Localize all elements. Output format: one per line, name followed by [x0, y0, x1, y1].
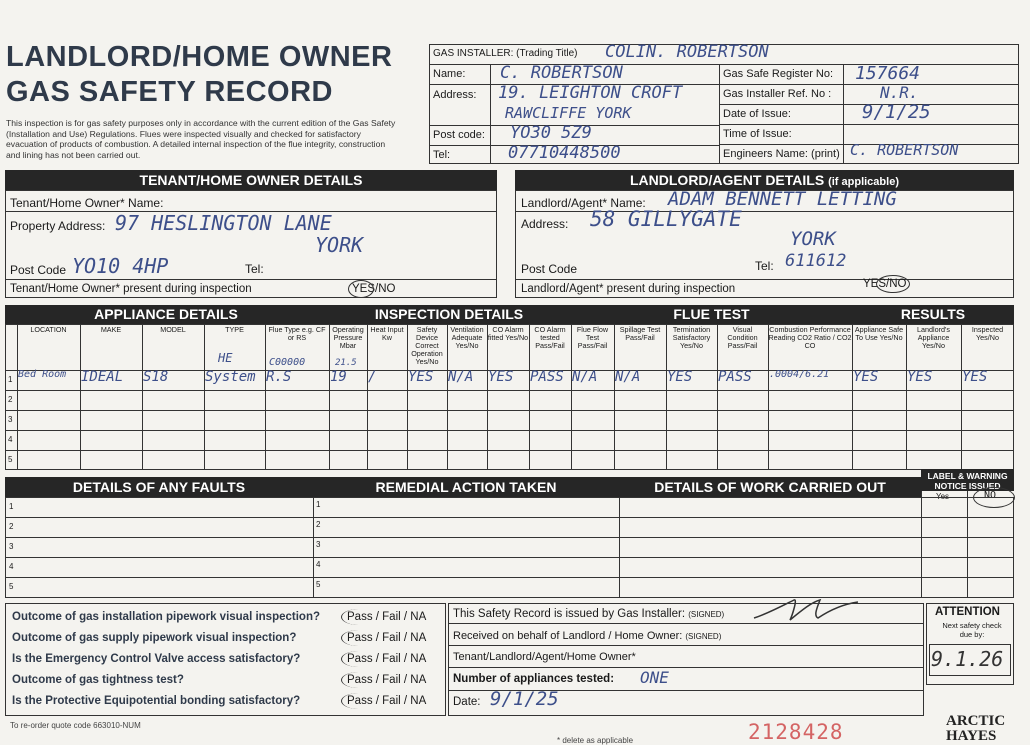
- tenant-postcode-value: YO10 4HP: [72, 254, 169, 278]
- row1-flue-note: C00000: [269, 357, 306, 368]
- attention-title: ATTENTION: [935, 606, 1000, 618]
- fault-row-number: 5: [9, 582, 14, 591]
- results-header: RESULTS: [852, 305, 1014, 324]
- remedial-row-number: 5: [316, 580, 321, 589]
- row-number: 4: [8, 435, 13, 444]
- title-line-2: GAS SAFETY RECORD: [6, 76, 334, 108]
- faults-col-line: [967, 491, 968, 598]
- remedial-row-number: 2: [316, 520, 321, 529]
- label-warning-header: LABEL & WARNING NOTICE ISSUED: [921, 469, 1014, 491]
- landlord-address-line-2: YORK: [790, 228, 836, 250]
- check-answer[interactable]: Pass / Fail / NA: [347, 611, 427, 623]
- address-label: Address:: [433, 89, 477, 101]
- row-number: 1: [8, 375, 13, 384]
- row-number: 2: [8, 395, 13, 404]
- postcode-label: Post code:: [433, 129, 485, 141]
- row1-op-note: 21.5: [335, 358, 357, 368]
- tenant-address-label: Property Address:: [10, 219, 106, 233]
- tenant-postcode-label: Post Code: [10, 263, 67, 277]
- fault-row-number: 2: [9, 522, 14, 531]
- row-number: 3: [8, 415, 13, 424]
- eng-value: C. ROBERTSON: [850, 141, 959, 159]
- label-no: NO: [984, 490, 997, 501]
- faults-row-line: [5, 537, 1014, 538]
- column-header: MAKE: [100, 326, 122, 334]
- row1-cell: N/A: [448, 369, 474, 385]
- doi-label: Date of Issue:: [723, 108, 791, 120]
- installer-signature: [752, 596, 862, 629]
- tenant-yes-circle: [348, 280, 374, 298]
- fault-row-number: 4: [9, 562, 14, 571]
- faults-col-line: [313, 497, 314, 598]
- check-answer[interactable]: Pass / Fail / NA: [347, 653, 427, 665]
- landlord-present-label: Landlord/Agent* present during inspection: [521, 283, 736, 295]
- received-label: [453, 630, 721, 642]
- tenant-present-label: Tenant/Home Owner* present during inspection: [10, 283, 252, 295]
- trading-label: GAS INSTALLER: (Trading Title): [433, 48, 578, 59]
- count-value: ONE: [640, 668, 669, 687]
- row1-cell: YES: [667, 369, 693, 385]
- row-number: 5: [8, 455, 13, 464]
- landlord-tel-label: Tel:: [755, 259, 774, 273]
- column-header: Flue Type e.g. CF or RS: [268, 326, 326, 342]
- gsr-value: 157664: [855, 63, 921, 84]
- landlord-name-value: ADAM BENNETT LETTING: [668, 188, 897, 210]
- toi-label: Time of Issue:: [723, 128, 792, 140]
- address-line-1: 19. LEIGHTON CROFT: [498, 83, 683, 103]
- column-header: CO Alarm fitted Yes/No: [487, 326, 529, 342]
- label-yes: Yes: [936, 492, 950, 501]
- tenant-address-line-1: 97 HESLINGTON LANE: [115, 211, 332, 235]
- remedial-row-number: 1: [316, 500, 321, 509]
- row1-cell: /: [368, 369, 377, 385]
- landlord-header-note: (if applicable): [828, 176, 899, 188]
- check-answer[interactable]: Pass / Fail / NA: [347, 632, 427, 644]
- landlord-header-title: LANDLORD/AGENT DETAILS: [630, 172, 825, 188]
- row1-cell: YES: [488, 369, 514, 385]
- faults-frame: [5, 497, 1014, 598]
- table-row-line: [5, 450, 1014, 451]
- column-header: Landlord's Appliance Yes/No: [917, 326, 950, 350]
- check-pass-mark: [341, 651, 376, 667]
- column-header: CO Alarm tested Pass/Fail: [534, 326, 566, 350]
- faults-col-line: [921, 491, 922, 598]
- row1-cell: PASS: [718, 369, 752, 385]
- flue-header: FLUE TEST: [571, 305, 852, 324]
- brand-line-2: HAYES: [946, 728, 997, 744]
- postcode-value: YO30 5Z9: [510, 123, 592, 143]
- intro-text: This inspection is for gas safety purposes only in accordance with the current edition of the Gas Safety (Installation and Use) Regulations. Flues were inspected visually and checked for satisfactory evacuation of products of combustion. A detailed internal inspection of the flue integrity, construction and lining has not been carried out.: [6, 118, 396, 160]
- remedial-row-number: 4: [316, 560, 321, 569]
- check-question: Outcome of gas tightness test?: [12, 674, 184, 686]
- column-header: Visual Condition Pass/Fail: [727, 326, 758, 350]
- column-header: Appliance Safe To Use Yes/No: [854, 326, 904, 342]
- tel-label: Tel:: [433, 149, 451, 161]
- brand-line-1: ARCTIC: [946, 713, 1006, 729]
- row1-cell: .0004/6.21: [769, 369, 830, 380]
- who-label: Tenant/Landlord/Agent/Home Owner*: [453, 651, 636, 663]
- row1-cell: N/A: [572, 369, 598, 385]
- ref-value: N.R.: [880, 83, 919, 102]
- eng-label: Engineers Name: (print): [723, 148, 840, 160]
- gsr-label: Gas Safe Register No:: [723, 68, 834, 80]
- table-row-line: [5, 430, 1014, 431]
- column-header: Termination Satisfactory Yes/No: [672, 326, 711, 350]
- check-pass-mark: [341, 693, 376, 709]
- landlord-tel-value: 611612: [785, 251, 847, 271]
- landlord-address-label: Address:: [521, 217, 569, 231]
- row1-type-note: HE: [218, 351, 233, 365]
- column-header: Combustion Performance Reading CO2 Ratio / CO2 CO: [768, 326, 852, 350]
- row1-cell: System: [205, 369, 256, 385]
- remedial-row-number: 3: [316, 540, 321, 549]
- received-signed: (SIGNED): [685, 632, 722, 641]
- row1-cell: YES: [408, 369, 434, 385]
- remedial-header: REMEDIAL ACTION TAKEN: [313, 477, 619, 497]
- doi-value: 9/1/25: [862, 101, 931, 123]
- table-row-line: [5, 410, 1014, 411]
- tenant-tel-label: Tel:: [245, 262, 264, 276]
- received-text: Received on behalf of Landlord / Home Owner:: [453, 630, 683, 642]
- row1-cell: YES: [907, 369, 933, 385]
- tenant-present-value[interactable]: YES/NO: [352, 283, 396, 295]
- date-value: 9/1/25: [490, 688, 559, 710]
- fault-row-number: 1: [9, 502, 14, 511]
- tenant-address-line-2: YORK: [315, 233, 364, 257]
- count-label: Number of appliances tested:: [453, 673, 615, 685]
- column-header: Operating Pressure Mbar: [332, 326, 364, 350]
- tenant-name-label: Tenant/Home Owner* Name:: [10, 196, 164, 210]
- title-line-1: LANDLORD/HOME OWNER: [6, 41, 393, 73]
- check-question: Is the Protective Equipotential bonding satisfactory?: [12, 695, 301, 707]
- row1-cell: Bed Room: [18, 369, 67, 380]
- faults-header: DETAILS OF ANY FAULTS: [5, 477, 313, 497]
- row1-cell: YES: [962, 369, 988, 385]
- column-header: TYPE: [225, 326, 244, 334]
- row1-cell: YES: [853, 369, 879, 385]
- row1-cell: IDEAL: [81, 369, 124, 385]
- column-header: Spillage Test Pass/Fail: [619, 326, 661, 342]
- row1-cell: R.S: [266, 369, 292, 385]
- tenant-header: TENANT/HOME OWNER DETAILS: [5, 170, 497, 190]
- reorder-code: To re-order quote code 663010-NUM: [10, 721, 141, 730]
- issued-signed: (SIGNED): [688, 610, 725, 619]
- ref-label: Gas Installer Ref. No :: [723, 88, 832, 100]
- faults-row-line: [5, 577, 1014, 578]
- check-answer[interactable]: Pass / Fail / NA: [347, 674, 427, 686]
- column-header: Safety Device Correct Operation Yes/No: [411, 326, 443, 366]
- attention-sub: Next safety check due by:: [942, 621, 1002, 639]
- check-question: Outcome of gas supply pipework visual inspection?: [12, 632, 297, 644]
- address-line-2: RAWCLIFFE YORK: [505, 104, 632, 122]
- faults-col-line: [619, 497, 620, 598]
- column-header: LOCATION: [30, 326, 67, 334]
- column-header: Flue Flow Test Pass/Fail: [576, 326, 609, 350]
- row1-cell: N/A: [615, 369, 641, 385]
- check-pass-mark: [341, 672, 376, 688]
- landlord-header: [515, 170, 1014, 190]
- serial-number: 2128428: [748, 720, 844, 744]
- faults-row-line: [5, 517, 1014, 518]
- row1-cell: S18: [143, 369, 169, 385]
- tel-value: 07710448500: [508, 143, 621, 163]
- issued-text: This Safety Record is issued by Gas Installer:: [453, 608, 686, 620]
- column-header: MODEL: [160, 326, 186, 334]
- landlord-present-value[interactable]: YES/NO: [863, 278, 907, 290]
- landlord-address-line-1: 58 GILLYGATE: [590, 207, 742, 231]
- delete-note: * delete as applicable: [557, 736, 634, 745]
- landlord-name-label: Landlord/Agent* Name:: [521, 196, 646, 210]
- check-question: Outcome of gas installation pipework visual inspection?: [12, 611, 320, 623]
- work-header: DETAILS OF WORK CARRIED OUT: [619, 477, 921, 497]
- name-value: C. ROBERTSON: [500, 63, 623, 83]
- check-pass-mark: [341, 630, 376, 646]
- inspection-header: INSPECTION DETAILS: [327, 305, 571, 324]
- landlord-no-circle: [876, 275, 910, 293]
- column-header: Inspected Yes/No: [971, 326, 1004, 342]
- fault-row-number: 3: [9, 542, 14, 551]
- date-label: Date:: [453, 696, 481, 708]
- column-header: Ventilation Adequate Yes/No: [450, 326, 484, 350]
- faults-row-line: [5, 557, 1014, 558]
- check-pass-mark: [341, 609, 376, 625]
- appliance-header: APPLIANCE DETAILS: [5, 305, 327, 324]
- issued-label: [453, 608, 724, 620]
- form-title: [6, 40, 392, 110]
- next-check-value: 9.1.26: [931, 647, 1004, 671]
- check-question: Is the Emergency Control Valve access satisfactory?: [12, 653, 301, 665]
- table-row-line: [5, 390, 1014, 391]
- row1-cell: 19: [330, 369, 347, 385]
- name-label: Name:: [433, 68, 466, 80]
- check-answer[interactable]: Pass / Fail / NA: [347, 695, 427, 707]
- landlord-postcode-label: Post Code: [521, 262, 578, 276]
- row1-cell: PASS: [530, 369, 564, 385]
- column-header: Heat Input Kw: [370, 326, 404, 342]
- trading-value: COLIN. ROBERTSON: [605, 42, 769, 62]
